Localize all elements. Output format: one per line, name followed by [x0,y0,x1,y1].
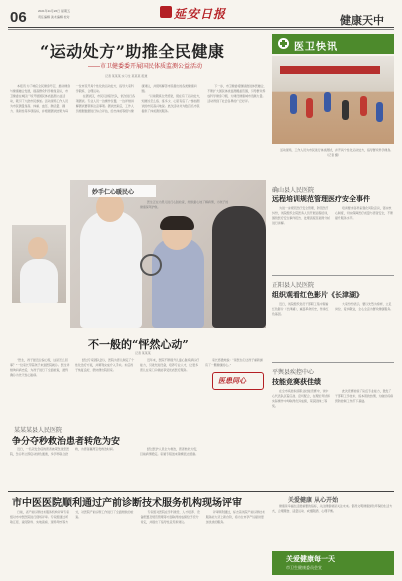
column-item-3-body: 在全市疾控系统职业技能竞赛中，该中心代表队沉着应战、密切配合，在理论考试和实际操作中均取得优异成绩，荣获团体二等奖。 此次竞赛检验了队伍专业能力，激发了干部职工学技术、练本领的热情，为做好疾病预防控制工作打下基础。 [272,389,394,408]
column-item-1-body: 为进一步规范医疗安全管理，防范医疗纠纷，该院组织全院医务人员开展远程培训，围绕医疗安全事件报告、处理流程及案例分析进行讲解。 培训要求各科室强化风险意识，落实核心制度，切实保障医疗质量与患者安全，不断提升服务水平。 [272,206,394,225]
column-banner [272,34,394,54]
small-story-headline: 争分夺秒救治患者转危为安 [12,437,121,447]
lead-title: “运动处方”助推全民健康 [40,42,225,61]
section-title: 健康天中 [340,14,384,27]
ad-box-sub: 市卫生健康委员会宣 [286,565,322,570]
column-item-1-kicker: 确山县人民医院 [272,187,315,194]
feature-byline: 记者 某某某 [135,351,151,355]
person [342,100,349,120]
page-number: 06 [10,9,27,26]
column-item-1-headline: 远程培训规范管理医疗安全事件 [272,194,370,203]
doctor-portrait-photo [12,225,66,303]
banner-strip [280,66,380,74]
ad-box-title: 关爱健康每一天 [286,555,335,563]
page-header [0,0,402,34]
person [376,102,383,122]
ad-text: 健康是幸福生活最重要的指标，关注健康就是关注未来。倡导文明健康绿色环保的生活方式，合理膳食、适量运动、戒烟限酒、心理平衡。 [272,504,393,513]
banner-cross-icon [278,38,289,49]
ad-title: 关爱健康 从心开始 [288,497,339,504]
column-item-2-headline: 组织观看红色影片《长津湖》 [272,290,363,299]
photo-caption-text: 活动现场，工作人员为市民进行体质测试，并开具个性化运动处方，指导群众科学健身。（记者 摄） [279,148,394,157]
doctor-figure [80,210,142,328]
person [324,92,331,112]
person [290,94,297,114]
stethoscope-icon [140,254,162,276]
column-divider [272,362,394,363]
banner-title: 医卫快讯 [294,42,338,53]
ad-block [272,495,394,577]
lead-subtitle: ——市卫健委委开展国民体质监测公益活动 [88,64,203,70]
header-rule [8,27,394,28]
photo-title: 妙手仁心暖民心 [92,189,135,196]
column-item-3-headline: 技能竞赛获佳绩 [272,377,321,386]
ad-box [272,551,394,575]
feature-body: “医生，孩子最近总说心慌，这是怎么回事？”一位家长带着孩子来到医院就诊。医生详细询问病史后，为孩子进行了全面检查，最终确诊为先天性心脏病。 经过专家团队会诊，医院为患儿制定了个性化治疗方案，并顺利完成介入手术。术后孩子恢复良好，很快便出院回家。 近年来，医院不断提升儿童心脏疾病诊疗能力，引进先进设备，培养专业人才，让更多患儿在家门口就能享受优质医疗服务。 家长感激地说：“是医生们让孩子重新拥有了一颗健康的心。” [10,358,263,377]
photo-title-card [88,185,156,197]
stamp-text: 医患同心 [218,376,246,385]
edition-info: 责任编辑 美术编辑 校对 [38,15,70,19]
masthead-seal [160,6,172,18]
person [360,96,367,116]
masthead-title: 延安日报 [174,7,227,21]
masthead-logo [160,4,230,20]
small-story-kicker: 某某某县人民医院 [14,427,63,434]
header-rule-thin [8,29,394,30]
column-item-3-kicker: 平舆县疾控中心 [272,369,315,376]
child-figure [152,238,204,328]
lead-body: 本报讯 为了响应全民健身号召，推动健身与健康融合发展，提高群众科学健身意识，市卫健委在城区广场开展国民体质监测公益活动，吸引了大批市民参加。活动现场工作人员为市民测量身高、体重、血压、肺活量、握力、柔韧性等多项指标，并根据测试结果为每一位市民开具个性化的运动处方，指导大家科学锻炼、合理运动。 在测试区，市民们排起长队，依次进行各项测试。专业人员一边操作仪器，一边详细讲解测试要领和注意事项。测试结束后，工作人员根据数据进行综合评估，给出体质等级与健康建议，并现场解答市民提出的各类健康问题。 “以前锻炼全凭感觉，现在有了运动处方，知道该怎么练、练多少，心里有底了。”参加测试的市民高兴地说。此次活动共为数百名市民提供了体质测试服务。 下一步，市卫健委将继续推进体医融合，不断扩大国民体质监测覆盖范围，引导群众养成科学健身习惯，为建设健康城市贡献力量。活动得到了社会各界的广泛好评。 [10,84,267,113]
column-divider [272,275,394,276]
lead-byline: 记者 某某某 实习生 某某某 报道 [105,74,148,78]
person [306,98,313,118]
feature-title: 不一般的“怦然心动” [88,338,189,351]
dateline: 2021年11月26日 星期五 [38,9,70,13]
photo-overlay-text: 医生正在为患儿进行心脏检查，细致耐心地了解病情，为孩子的健康保驾护航。 [140,200,229,209]
bottom-rule [8,491,394,492]
column-item-2-kicker: 正阳县人民医院 [272,282,315,289]
column-item-2-body: 近日，该院组织党员干部职工集中观看红色影片《长津湖》，重温革命历史，传承红色基因。 大家纷纷表示，要以先烈为榜样，立足岗位、爱岗敬业，全心全意为群众健康服务。 [272,302,394,316]
sports-hall-photo [272,56,394,144]
small-story-body: 近日，一名突发急症的患者被紧急送至医院，急诊科立即启动绿色通道，多学科联合抢救，为患者赢得宝贵救治时间。 经过医护人员全力救治，患者转危为安，目前病情稳定。家属专程送来锦旗表达感谢。 [10,447,200,456]
feature-stamp [212,372,264,390]
bottom-body: 日前，省产前诊断技术服务机构评审专家组对市中医医院进行现场评审。专家组通过听取汇报、查阅资料、实地查看、现场考核等方式，对医院产前诊断工作进行了全面细致的检查。 专家组对医院在学科建设、人才培养、设备配置及规范管理等方面取得的成绩给予充分肯定，并提出了指导性意见和建议。 评审顺利通过，标志着该院产前诊断技术服务能力迈上新台阶，将为全市孕产妇提供更加优质的服务。 [10,510,265,524]
bottom-headline: 市中医医院顺利通过产前诊断技术服务机构现场评审 [12,498,242,509]
